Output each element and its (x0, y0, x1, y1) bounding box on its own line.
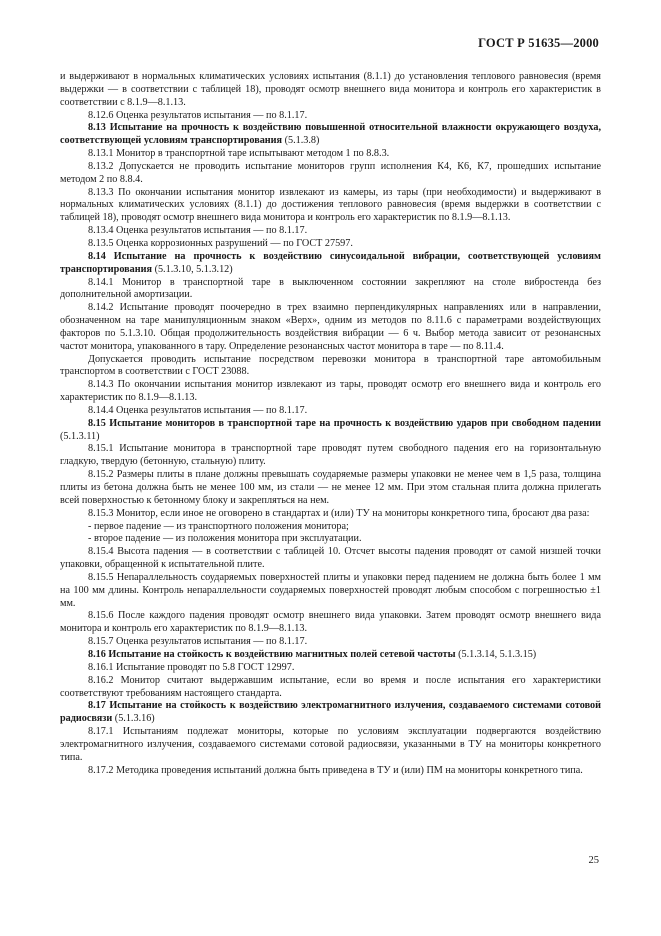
body-paragraph (60, 610, 601, 636)
paragraph-text: 8.13.2 Допускается не проводить испытание мониторов групп исполнения К4, К6, К7, прошедших испытание методом 2 по 8.8.4. (60, 160, 601, 185)
paragraph-text: 8.14.4 Оценка результатов испытания — по 8.1.17. (88, 404, 308, 416)
body-paragraph (60, 148, 601, 161)
section-heading: 8.14 Испытание на прочность к воздействию синусоидальной вибрации, соответствующей условиям транспортирования (60, 250, 601, 275)
paragraph-text: 8.15.6 После каждого падения проводят осмотр внешнего вида упаковки. Затем проводят осмотр внешнего вида монитора и контроль его характеристик по 8.1.9—8.1.13. (60, 610, 601, 635)
paragraph-text: 8.16.2 Монитор считают выдержавшим испытание, если во время и после испытания его характеристики соответствуют требованиям настоящего стандарта. (60, 674, 601, 699)
section-heading: 8.13 Испытание на прочность к воздействию повышенной относительной влажности окружающего воздуха, соответствующей условиям транспортирования (60, 122, 601, 147)
body-paragraph (60, 533, 601, 546)
body-paragraph (60, 508, 601, 521)
section-heading: 8.17 Испытание на стойкость к воздействию электромагнитного излучения, создаваемого системами сотовой радиосвязи (60, 700, 601, 725)
body-paragraph (60, 405, 601, 418)
body-paragraph (60, 379, 601, 405)
section-heading-paragraph (60, 700, 601, 726)
body-paragraph (60, 546, 601, 572)
section-heading-paragraph (60, 418, 601, 444)
body-paragraph (60, 161, 601, 187)
body-paragraph (60, 765, 601, 778)
body-paragraph (60, 71, 601, 110)
body-paragraph (60, 187, 601, 226)
body-paragraph (60, 443, 601, 469)
paragraph-text: 8.14.2 Испытание проводят поочередно в трех взаимно перпендикулярных направлениях или в направлении, обозначенном на таре манипуляционным знаком «Верх», одним из методов по 8.11.6 с параметрами воздействующих факторов по 5.1.3.10. Общая продолжительность воздействия вибрации — 6 ч. Выбор метода зависит от резонансных частот монитора, упакованного в тару. Определение резонансных частот монитора в таре — по 8.11.4. (60, 302, 601, 352)
paragraph-text: 8.13.1 Монитор в транспортной таре испытывают методом 1 по 8.8.3. (88, 148, 390, 160)
paragraph-text: (5.1.3.11) (60, 430, 100, 442)
standard-designation: ГОСТ Р 51635—2000 (478, 36, 599, 50)
paragraph-text: 8.14.3 По окончании испытания монитор извлекают из тары, проводят осмотр его внешнего вида и контроль его характеристик по 8.1.9—8.1.13. (60, 379, 601, 404)
paragraph-text: 8.15.4 Высота падения — в соответствии с таблицей 10. Отсчет высоты падения проводят от самой низшей точки упаковки, обращенной к испытательной плите. (60, 546, 601, 571)
paragraph-text: 8.13.3 По окончании испытания монитор извлекают из камеры, из тары (при необходимости) и выдерживают в нормальных климатических условиях (8.1.1) до достижения теплового равновесия (время выдержки в соответствии с таблицей 18), проводят осмотр внешнего вида монитора и контроль его характеристик по 8.1.9—8.1.13. (60, 186, 601, 224)
paragraph-text: 8.15.5 Непараллельность соударяемых поверхностей плиты и упаковки перед падением не должна быть более 1 мм на 100 мм длины. Контроль непараллельности соударяемых поверхностей проводят любым способом с погрешностью ±1 мм. (60, 571, 601, 609)
document-body (60, 71, 601, 777)
body-paragraph (60, 675, 601, 701)
paragraph-text: (5.1.3.8) (284, 135, 320, 147)
section-heading: 8.16 Испытание на стойкость к воздействию магнитных полей сетевой частоты (88, 648, 456, 660)
paragraph-text: 8.15.7 Оценка результатов испытания — по 8.1.17. (88, 636, 308, 648)
paragraph-text: (5.1.3.14, 5.1.3.15) (458, 648, 537, 660)
body-paragraph (60, 572, 601, 611)
body-paragraph (60, 662, 601, 675)
paragraph-text: 8.13.5 Оценка коррозионных разрушений — по ГОСТ 27597. (88, 237, 353, 249)
body-paragraph (60, 726, 601, 765)
paragraph-text: 8.16.1 Испытание проводят по 5.8 ГОСТ 12997. (88, 661, 295, 673)
paragraph-text: и выдерживают в нормальных климатических условиях испытания (8.1.1) до установления теплового равновесия (время выдержки — в соответствии с таблицей 18), проводят осмотр внешнего вида монитора и контроль его характеристик в соответствии с 8.1.9—8.1.13. (60, 71, 601, 108)
paragraph-text: 8.17.1 Испытаниям подлежат мониторы, которые по условиям эксплуатации подвергаются воздействию электромагнитного излучения, создаваемого системами сотовой радиосвязи, указанными в ТУ на мониторы конкретного типа. (60, 726, 601, 763)
section-heading-paragraph (60, 122, 601, 148)
body-paragraph (60, 225, 601, 238)
paragraph-text: 8.15.3 Монитор, если иное не оговорено в стандартах и (или) ТУ на мониторы конкретного типа, бросают два раза: (88, 507, 590, 519)
page-number: 25 (588, 855, 599, 866)
paragraph-text: - первое падение — из транспортного положения монитора; (88, 520, 349, 532)
body-paragraph (60, 302, 601, 353)
body-paragraph (60, 354, 601, 380)
section-heading-paragraph (60, 649, 601, 662)
paragraph-text: 8.15.2 Размеры плиты в плане должны превышать соударяемые размеры упаковки не менее чем в 1,5 раза, толщина плиты из бетона должна быть не менее 100 мм, из стали — не менее 12 мм. При этом стальная плита должна прилегать всей поверхностью к бетонному блоку и закрепляться на нем. (60, 469, 601, 506)
section-heading: 8.15 Испытание мониторов в транспортной таре на прочность к воздействию ударов при свободном падении (88, 417, 601, 429)
paragraph-text: 8.14.1 Монитор в транспортной таре в выключенном состоянии закрепляют на столе вибростенда без дополнительной амортизации. (60, 276, 601, 301)
body-paragraph (60, 238, 601, 251)
paragraph-text: Допускается проводить испытание посредством перевозки монитора в транспортной таре автомобильным транспортом в соответствии с ГОСТ 23088. (60, 353, 601, 378)
section-heading-paragraph (60, 251, 601, 277)
body-paragraph (60, 636, 601, 649)
paragraph-text: 8.17.2 Методика проведения испытаний должна быть приведена в ТУ и (или) ПМ на мониторы конкретного типа. (88, 764, 583, 776)
paragraph-text: 8.13.4 Оценка результатов испытания — по 8.1.17. (88, 225, 308, 237)
paragraph-text: (5.1.3.16) (114, 713, 155, 725)
paragraph-text: - второе падение — из положения монитора при эксплуатации. (88, 533, 362, 545)
paragraph-text: 8.15.1 Испытание монитора в транспортной таре проводят путем свободного падения его на горизонтальную гладкую, твердую (бетонную, стальную) плиту. (60, 443, 601, 468)
paragraph-text: (5.1.3.10, 5.1.3.12) (154, 263, 233, 275)
body-paragraph (60, 277, 601, 303)
body-paragraph (60, 110, 601, 123)
paragraph-text: 8.12.6 Оценка результатов испытания — по 8.1.17. (88, 109, 308, 121)
body-paragraph (60, 469, 601, 508)
body-paragraph (60, 521, 601, 534)
